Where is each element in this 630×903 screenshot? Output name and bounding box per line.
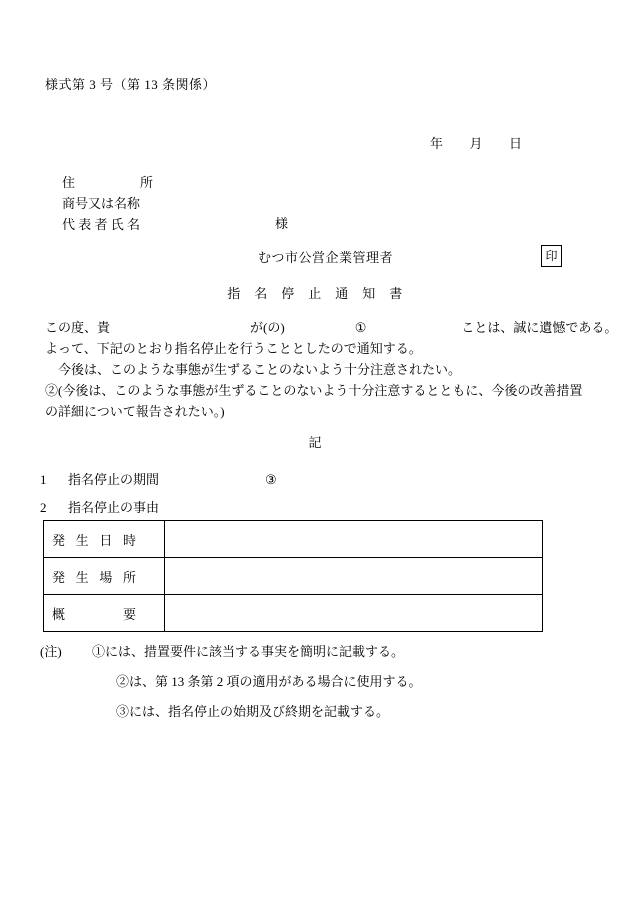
body-paragraph-2: 今後は、このような事態が生ずることのないよう十分注意されたい。	[58, 362, 462, 377]
notes-label: (注)	[40, 644, 62, 659]
honorific: 様	[275, 216, 289, 231]
item-period-label: 指名停止の期間	[68, 472, 160, 487]
date-year: 年	[430, 136, 444, 151]
p1-part-e: よって、下記のとおり指名停止を行うこととしたので通知する。	[45, 341, 422, 356]
notes-row-2	[40, 667, 422, 697]
row-value-occurrence-place[interactable]	[165, 558, 543, 595]
issuer-name: むつ市公営企業管理者	[258, 250, 394, 265]
label-char: 生	[75, 569, 89, 585]
label-char: 時	[122, 532, 136, 548]
row-label-occurrence-datetime	[44, 521, 165, 558]
item-period-placeholder: ③	[265, 472, 277, 487]
date-line	[430, 133, 523, 152]
p1-part-b: が(の)	[250, 320, 285, 335]
label-char: 日	[99, 532, 113, 548]
addressee-representative-label: 代 表 者 氏 名	[62, 217, 141, 232]
date-day: 日	[509, 136, 523, 151]
p1-part-d: ことは、誠に遺憾である。	[461, 320, 618, 335]
body-paragraph-1	[45, 317, 618, 359]
table-row	[44, 558, 543, 595]
item-period-number: 1	[40, 472, 47, 487]
label-char: 場	[99, 569, 113, 585]
p1-placeholder-1: ①	[354, 320, 367, 335]
note-item: ③には、指名停止の始期及び終期を記載する。	[116, 704, 390, 719]
date-month: 月	[469, 136, 484, 151]
label-char: 生	[75, 532, 89, 548]
row-value-occurrence-datetime[interactable]	[165, 521, 543, 558]
item-reason	[40, 497, 159, 516]
label-char: 所	[122, 569, 136, 585]
notes-row-1	[40, 637, 422, 667]
addressee-block	[62, 172, 153, 235]
item-reason-label: 指名停止の事由	[68, 500, 160, 515]
label-char: 発	[52, 569, 66, 585]
label-char: 発	[52, 532, 66, 548]
notes-block	[40, 637, 422, 727]
row-label-summary	[44, 595, 165, 632]
note-item: ①には、措置要件に該当する事実を簡明に記載する。	[92, 644, 405, 659]
body-paragraph-3: ②(今後は、このような事態が生ずることのないよう十分注意するとともに、今後の改善措置の詳細について報告されたい。)	[45, 383, 583, 419]
label-char: 要	[122, 606, 136, 622]
ki-mark: 記	[308, 435, 322, 450]
form-number: 様式第 3 号（第 13 条関係）	[45, 77, 217, 92]
table-row	[44, 595, 543, 632]
seal-box: 印	[541, 245, 562, 267]
addressee-company-label: 商号又は名称	[62, 196, 141, 211]
row-value-summary[interactable]	[165, 595, 543, 632]
row-label-occurrence-place	[44, 558, 165, 595]
note-item: ②は、第 13 条第 2 項の適用がある場合に使用する。	[116, 674, 422, 689]
table-row	[44, 521, 543, 558]
page-title: 指 名 停 止 通 知 書	[227, 286, 403, 301]
addressee-address-label: 住 所	[62, 175, 154, 190]
notes-row-3	[40, 697, 422, 727]
item-reason-number: 2	[40, 500, 47, 515]
label-char: 概	[52, 606, 66, 622]
p1-part-a: この度、貴	[45, 320, 111, 335]
reason-table	[43, 520, 543, 632]
item-period	[40, 469, 277, 488]
